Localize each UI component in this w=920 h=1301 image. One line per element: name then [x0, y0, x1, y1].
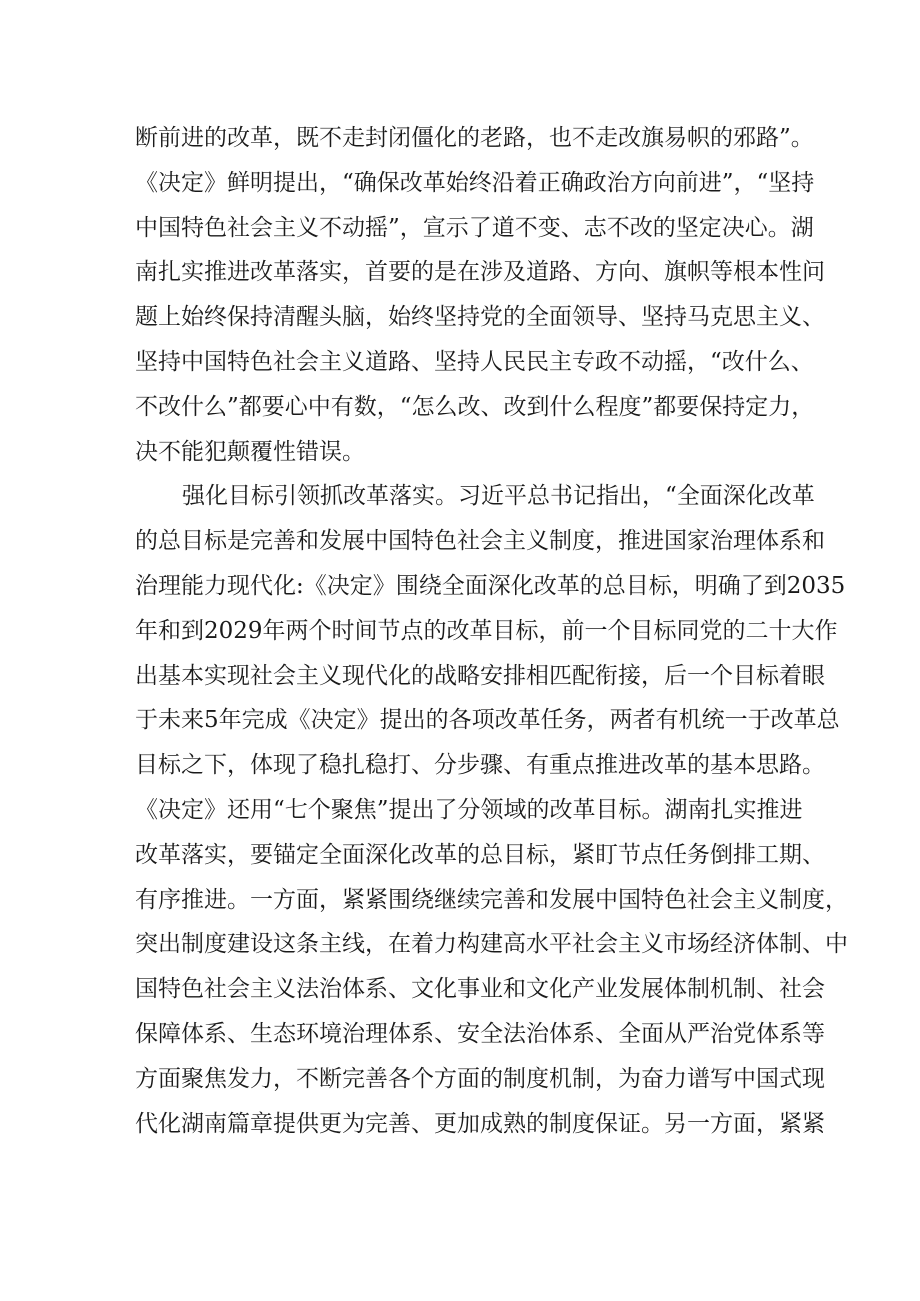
text-line: 目标之下，体现了稳扎稳打、分步骤、有重点推进改革的基本思路。: [135, 752, 825, 779]
text-line: 国特色社会主义法治体系、文化事业和文化产业发展体制机制、社会: [135, 976, 825, 1003]
text-line: 的总目标是完善和发展中国特色社会主义制度，推进国家治理体系和: [135, 528, 825, 555]
text-line: 有序推进。一方面，紧紧围绕继续完善和发展中国特色社会主义制度，: [135, 886, 848, 913]
text-line: 强化目标引领抓改革落实。习近平总书记指出，“全面深化改革: [182, 483, 815, 510]
text-line: 治理能力现代化:《决定》围绕全面深化改革的总目标，明确了到2035: [135, 572, 846, 599]
text-line: 出基本实现社会主义现代化的战略安排相匹配衔接，后一个目标着眼: [135, 662, 825, 689]
paragraph-1: [135, 116, 825, 474]
text-line: 题上始终保持清醒头脑，始终坚持党的全面领导、坚持马克思主义、: [135, 304, 825, 331]
text-line: 《决定》还用“七个聚焦”提出了分领域的改革目标。湖南扎实推进: [135, 796, 803, 823]
text-line: 年和到2029年两个时间节点的改革目标，前一个目标同党的二十大作: [135, 617, 838, 644]
text-line: 南扎实推进改革落实，首要的是在涉及道路、方向、旗帜等根本性问: [135, 259, 825, 286]
text-line: 断前进的改革，既不走封闭僵化的老路，也不走改旗易帜的邪路”。: [135, 125, 814, 151]
text-line: 突出制度建设这条主线，在着力构建高水平社会主义市场经济体制、中: [135, 931, 848, 958]
text-line: 决不能犯颠覆性错误。: [135, 438, 365, 465]
paragraph-2: [135, 474, 848, 1146]
text-line: 代化湖南篇章提供更为完善、更加成熟的制度保证。另一方面，紧紧: [135, 1110, 825, 1137]
document-body: [135, 116, 848, 1146]
text-line: 于未来5年完成《决定》提出的各项改革任务，两者有机统一于改革总: [135, 707, 840, 734]
text-line: 方面聚焦发力，不断完善各个方面的制度机制，为奋力谱写中国式现: [135, 1065, 825, 1092]
text-line: 不改什么”都要心中有数，“怎么改、改到什么程度”都要保持定力，: [135, 393, 815, 420]
text-line: 改革落实，要锚定全面深化改革的总目标，紧盯节点任务倒排工期、: [135, 841, 825, 868]
text-line: 坚持中国特色社会主义道路、坚持人民民主专政不动摇，“改什么、: [135, 348, 814, 375]
text-line: 《决定》鲜明提出，“确保改革始终沿着正确政治方向前进”，“坚持: [135, 169, 815, 196]
text-line: 保障体系、生态环境治理体系、安全法治体系、全面从严治党体系等: [135, 1020, 825, 1047]
text-line: 中国特色社会主义不动摇”，宣示了道不变、志不改的坚定决心。湖: [135, 214, 814, 241]
